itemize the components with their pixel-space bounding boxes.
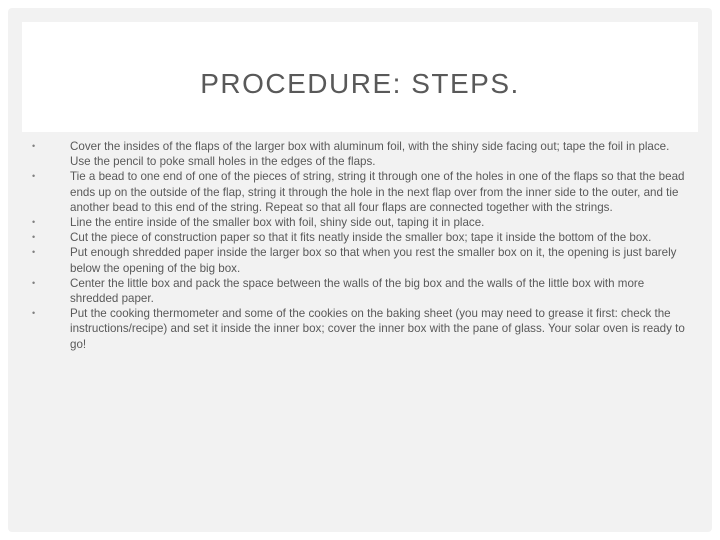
step-text: Line the entire inside of the smaller box with foil, shiny side out, taping it in place. — [70, 216, 485, 230]
step-text: Center the little box and pack the space between the walls of the big box and the walls of the little box with more shredded paper. — [70, 276, 645, 306]
bullet-icon: • — [32, 141, 36, 151]
step-item — [32, 215, 686, 230]
step-text: Put enough shredded paper inside the larger box so that when you rest the smaller box on it, the opening is just barely below the opening of the big box. — [70, 246, 677, 275]
step-item — [32, 245, 686, 275]
bullet-icon: • — [32, 247, 36, 258]
bullet-icon: • — [32, 217, 36, 228]
step-text: Cover the insides of the flaps of the larger box with aluminum foil, with the shiny side facing out; tape the foil in place. Use the pencil to poke small holes in the edges of the flaps. — [70, 140, 670, 169]
step-item — [32, 139, 686, 169]
bullet-icon: • — [32, 308, 36, 319]
slide — [8, 8, 712, 532]
step-text: Put the cooking thermometer and some of the cookies on the baking sheet (you may need to grease it first: check the instructions/recipe) and set it inside the inner box; cover the inner box with the pane of glass. Your solar oven is ready to go! — [70, 307, 685, 351]
step-item — [32, 230, 686, 245]
bullet-icon: • — [32, 171, 36, 182]
step-text: Cut the piece of construction paper so that it fits neatly inside the smaller box; tape it inside the bottom of the box. — [70, 231, 652, 245]
step-item — [32, 169, 686, 215]
step-item — [32, 306, 686, 352]
steps-list — [32, 139, 686, 352]
bullet-icon: • — [32, 277, 36, 288]
slide-title: PROCEDURE: STEPS. — [200, 68, 520, 99]
step-text: Tie a bead to one end of one of the pieces of string, string it through one of the holes in one of the flaps so that the bead ends up on the outside of the flap, string it through the hole in the next flap over from the inner side to the outer, and tie another bead to this end of the string. Repeat so that all four flaps are connected together with the strings. — [70, 170, 685, 214]
bullet-icon: • — [32, 232, 36, 243]
title-box — [22, 22, 698, 132]
step-item — [32, 276, 686, 306]
